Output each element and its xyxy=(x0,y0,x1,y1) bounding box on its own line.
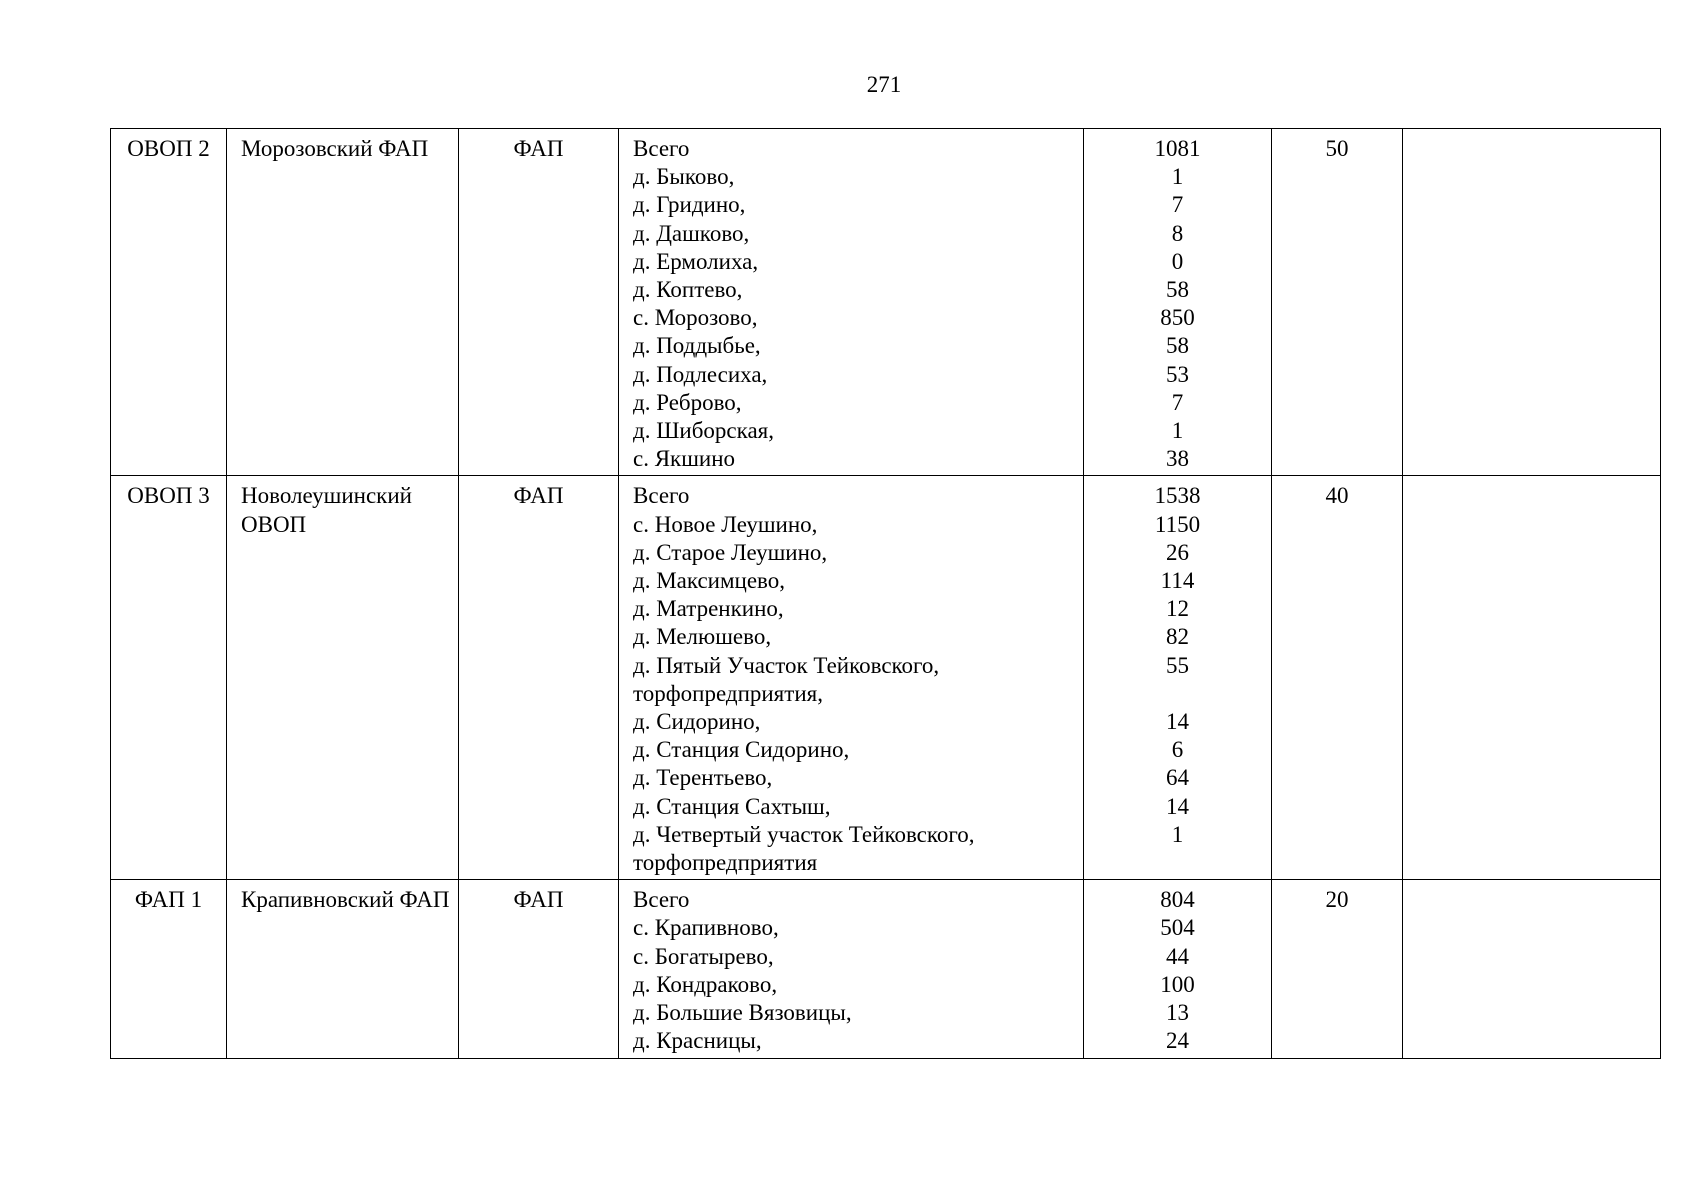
table-row xyxy=(111,880,1661,1058)
settlement-name: с. Якшино xyxy=(633,446,736,472)
population-value: 504 xyxy=(1160,915,1195,941)
facility-value: 40 xyxy=(1272,476,1403,880)
settlement-name: д. Подлесиха, xyxy=(633,361,768,387)
settlement-name: с. Новое Леушино, xyxy=(633,511,818,537)
settlement-name: с. Морозово, xyxy=(633,305,758,331)
settlement-name: д. Четвертый участок Тейковского, xyxy=(633,821,975,847)
facilities-table xyxy=(110,128,1661,1059)
settlement-name: д. Старое Леушино, xyxy=(633,539,828,565)
settlement-name: д. Матренкино, xyxy=(633,596,784,622)
population-value: 1081 xyxy=(1154,136,1201,161)
population-value: 114 xyxy=(1160,568,1195,594)
population-value: 26 xyxy=(1166,539,1189,565)
facility-value: 50 xyxy=(1272,129,1403,476)
facility-value: 20 xyxy=(1272,880,1403,1058)
facility-code: ОВОП 2 xyxy=(111,129,227,476)
settlement-name: д. Поддыбье, xyxy=(633,333,761,359)
population-value: 44 xyxy=(1166,943,1189,969)
facility-note xyxy=(1403,476,1661,880)
settlement-name: д. Терентьево, xyxy=(633,765,773,791)
population-value: 6 xyxy=(1171,737,1184,763)
population-value: 7 xyxy=(1171,192,1184,218)
settlement-name: д. Большие Вязовицы, xyxy=(633,1000,852,1026)
settlement-name: д. Быково, xyxy=(633,164,735,190)
settlement-name: с. Богатырево, xyxy=(633,943,774,969)
facility-code: ФАП 1 xyxy=(111,880,227,1058)
facility-name: Морозовский ФАП xyxy=(227,129,459,476)
settlement-name: д. Дашково, xyxy=(633,220,750,246)
settlement-name: д. Гридино, xyxy=(633,192,746,218)
population-value: 12 xyxy=(1166,596,1189,622)
population-list xyxy=(1084,476,1272,880)
settlement-name: д. Шиборская, xyxy=(633,418,774,444)
population-value: 14 xyxy=(1166,793,1189,819)
population-value: 53 xyxy=(1166,361,1189,387)
population-value: 1 xyxy=(1171,164,1184,190)
population-value: 14 xyxy=(1166,709,1189,735)
population-value xyxy=(1084,849,1271,877)
population-value: 100 xyxy=(1160,971,1195,997)
facility-note xyxy=(1403,129,1661,476)
facility-code: ОВОП 3 xyxy=(111,476,227,880)
population-value: 850 xyxy=(1160,305,1195,331)
settlement-name: д. Реброво, xyxy=(633,389,742,415)
settlement-name: д. Максимцево, xyxy=(633,568,786,594)
table-row xyxy=(111,476,1661,880)
settlement-name: Всего xyxy=(633,483,690,509)
population-value: 804 xyxy=(1160,887,1195,913)
facility-note xyxy=(1403,880,1661,1058)
population-value: 82 xyxy=(1166,624,1189,650)
population-value: 8 xyxy=(1171,220,1184,246)
settlement-name: д. Станция Сидорино, xyxy=(633,737,850,763)
settlement-name: д. Красницы, xyxy=(633,1028,762,1054)
settlement-name: д. Сидорино, xyxy=(633,709,761,735)
table-row xyxy=(111,129,1661,476)
population-value: 24 xyxy=(1166,1028,1189,1054)
population-value: 7 xyxy=(1171,389,1184,415)
settlement-list xyxy=(619,880,1084,1058)
population-value: 38 xyxy=(1166,446,1189,472)
settlement-name: с. Крапивново, xyxy=(633,915,779,941)
facility-type: ФАП xyxy=(459,880,619,1058)
settlement-name: д. Пятый Участок Тейковского, xyxy=(633,652,940,678)
page-number: 271 xyxy=(866,72,902,97)
population-value: 1150 xyxy=(1154,511,1201,537)
population-value: 1 xyxy=(1171,821,1184,847)
population-value: 55 xyxy=(1166,652,1189,678)
population-list xyxy=(1084,129,1272,476)
population-value: 1538 xyxy=(1154,483,1201,509)
settlement-list xyxy=(619,129,1084,476)
settlement-name: д. Станция Сахтыш, xyxy=(633,793,831,819)
population-value: 64 xyxy=(1166,765,1189,791)
settlement-name: Всего xyxy=(633,136,690,161)
population-value: 58 xyxy=(1166,333,1189,359)
population-value: 13 xyxy=(1166,1000,1189,1026)
settlement-name: д. Кондраково, xyxy=(633,971,778,997)
settlement-list xyxy=(619,476,1084,880)
settlement-name: д. Коптево, xyxy=(633,277,743,303)
population-list xyxy=(1084,880,1272,1058)
facility-type: ФАП xyxy=(459,129,619,476)
population-value xyxy=(1084,680,1271,708)
facility-name: Новолеушинский ОВОП xyxy=(227,476,459,880)
settlement-name: Всего xyxy=(633,887,690,913)
settlement-name: д. Мелюшево, xyxy=(633,624,772,650)
facility-name: Крапивновский ФАП xyxy=(227,880,459,1058)
population-value: 1 xyxy=(1171,418,1184,444)
settlement-name: д. Ермолиха, xyxy=(633,248,759,274)
facility-type: ФАП xyxy=(459,476,619,880)
population-value: 0 xyxy=(1171,248,1184,274)
population-value: 58 xyxy=(1166,277,1189,303)
settlement-name: торфопредприятия xyxy=(633,850,818,876)
settlement-name: торфопредприятия, xyxy=(633,680,823,706)
